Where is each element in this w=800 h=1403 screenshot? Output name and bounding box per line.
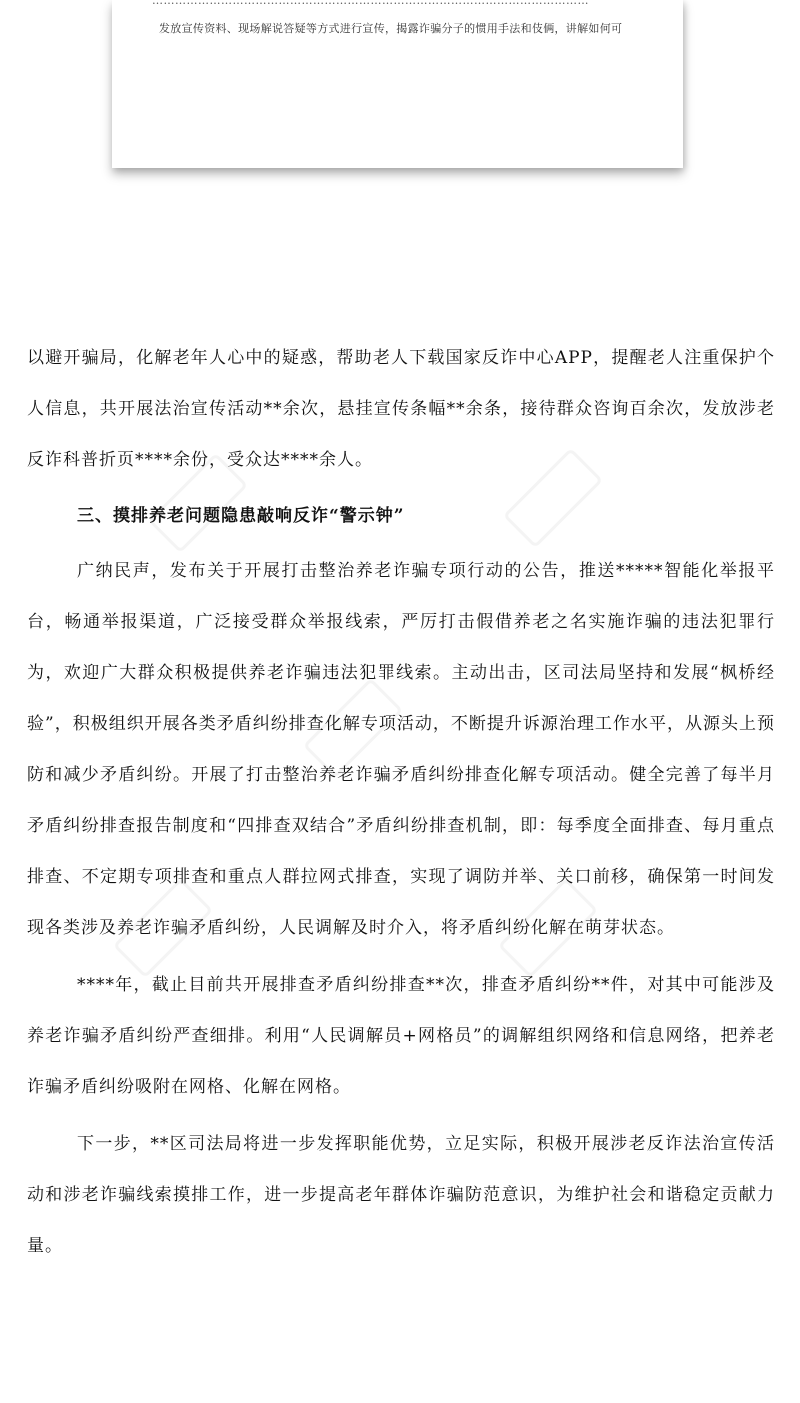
- paragraph-body: ****年，截止目前共开展排查矛盾纠纷排查**次，排查矛盾纠纷**件，对其中可能涉及养老诈骗矛盾纠纷严查细排。利用“人民调解员+网格员”的调解组织网络和信息网络，把养老诈骗矛盾纠纷吸附在网格、化解在网格。: [27, 975, 775, 1097]
- document-preview-card: [112, 0, 683, 168]
- preview-cut-line: ……………………………………………………………………………………………………: [152, 0, 589, 7]
- paragraph-body: 下一步，**区司法局将进一步发挥职能优势，立足实际，积极开展涉老反诈法治宣传活动和涉老诈骗线索摸排工作，进一步提高老年群体诈骗防范意识，为维护社会和谐稳定贡献力量。: [27, 1134, 775, 1256]
- paragraph-body: 广纳民声，发布关于开展打击整治养老诈骗专项行动的公告，推送*****智能化举报平台，畅通举报渠道，广泛接受群众举报线索，严厉打击假借养老之名实施诈骗的违法犯罪行为，欢迎广大群众积极提供养老诈骗违法犯罪线索。主动出击，区司法局坚持和发展“枫桥经验”，积极组织开展各类矛盾纠纷排查化解专项活动，不断提升诉源治理工作水平，从源头上预防和减少矛盾纠纷。开展了打击整治养老诈骗矛盾纠纷排查化解专项活动。健全完善了每半月矛盾纠纷排查报告制度和“四排查双结合”矛盾纠纷排查机制，即：每季度全面排查、每月重点排查、不定期专项排查和重点人群拉网式排查，实现了调防并举、关口前移，确保第一时间发现各类涉及养老诈骗矛盾纠纷，人民调解及时介入，将矛盾纠纷化解在萌芽状态。: [27, 561, 775, 938]
- section-heading-3: 三、摸排养老问题隐患敲响反诈“警示钟”: [77, 506, 405, 526]
- paragraph-continuation: 以避开骗局，化解老年人心中的疑惑，帮助老人下载国家反诈中心APP，提醒老人注重保护个人信息，共开展法治宣传活动**余次，悬挂宣传条幅**余条，接待群众咨询百余次，发放涉老反诈科普折页****余份，受众达****余人。: [27, 348, 775, 470]
- preview-text-line: 发放宣传资料、现场解说答疑等方式进行宣传，揭露诈骗分子的惯用手法和伎俩，讲解如何可: [159, 22, 623, 35]
- document-body: [27, 333, 775, 1272]
